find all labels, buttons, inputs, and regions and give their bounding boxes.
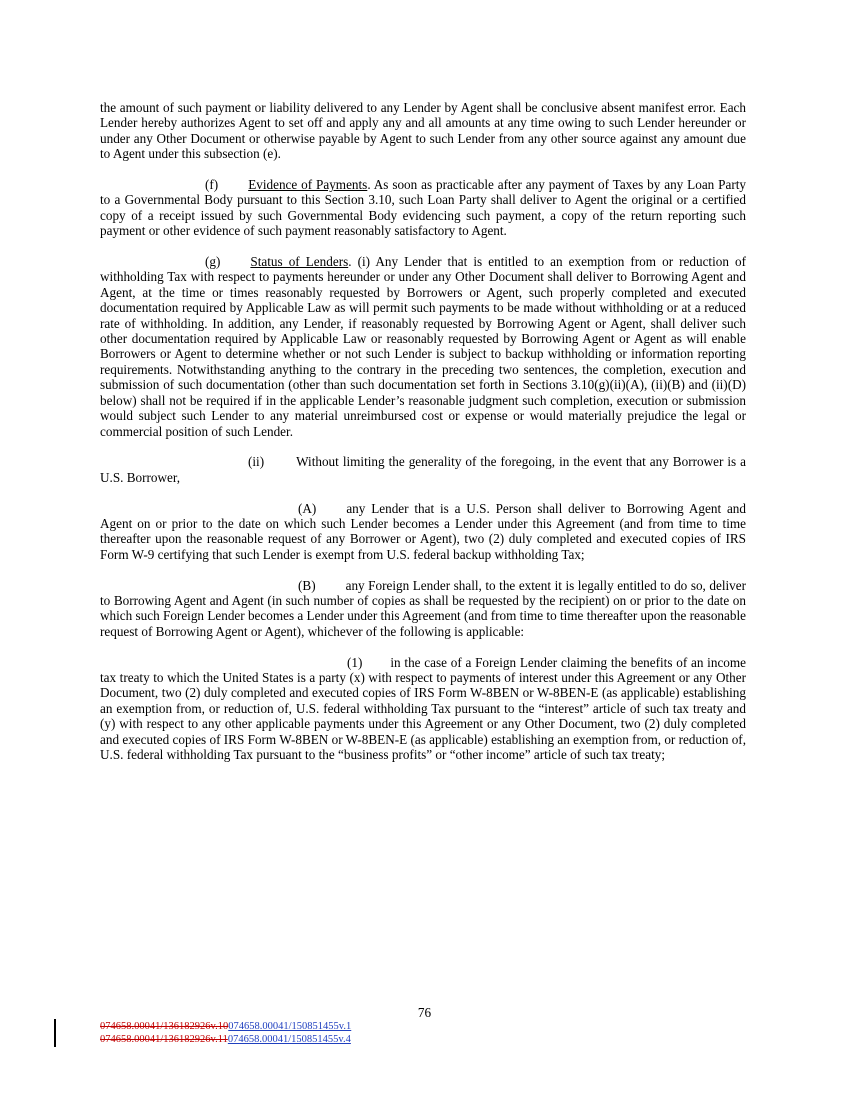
document-footer — [100, 1020, 351, 1046]
section-label: (ii) — [248, 454, 265, 470]
paragraph-g-ii-b-1 — [100, 655, 746, 763]
paragraph-text: any Foreign Lender shall, to the extent it is legally entitled to do so, deliver to Borrowing Agent and Agent (in such number of copies as shall be requested by the recipient) on or prior to the date on which such Foreign Lender becomes a Lender under this Agreement (and from time to time thereafter upon the reasonable request of Borrowing Agent or Agent), whichever of the following is applicable: — [100, 577, 746, 639]
footer-doc-id-old: 074658.00041/136182926v.10 — [100, 1021, 229, 1032]
page-number: 76 — [417, 1005, 432, 1020]
paragraph-f — [100, 177, 746, 239]
paragraph-text: any Lender that is a U.S. Person shall deliver to Borrowing Agent and Agent on or prior to the date on which such Lender becomes a Lender under this Agreement (and from time to time thereafter upon the reasonable request of any Borrower or Agent), two (2) duly completed and executed copies of IRS Form W-9 certifying that such Lender is exempt from U.S. federal backup withholding Tax; — [100, 500, 746, 562]
section-label: (B) — [298, 577, 316, 593]
change-bar — [54, 1019, 56, 1047]
paragraph-g-ii-b — [100, 578, 746, 640]
paragraph-text: Without limiting the generality of the foregoing, in the event that any Borrower is a U.S. Borrower, — [100, 454, 746, 485]
footer-doc-id-new: 074658.00041/150851455v.4 — [227, 1034, 351, 1045]
footer-doc-id-new: 074658.00041/150851455v.1 — [228, 1021, 352, 1032]
section-label: (A) — [298, 500, 317, 516]
paragraph-g-ii — [100, 454, 746, 485]
paragraph-e-continuation — [100, 100, 746, 162]
footer-doc-id-old: 074658.00041/136182926v.11 — [100, 1034, 228, 1045]
paragraph-text: . As soon as practicable after any payment of Taxes by any Loan Party to a Governmental Body pursuant to this Section 3.10, such Loan Party shall deliver to Agent the original or a certified copy of a receipt issued by such Governmental Body evidencing such payment, a copy of the return reporting such payment or other evidence of such payment reasonably satisfactory to Agent. — [100, 177, 746, 239]
paragraph-g — [100, 254, 746, 439]
paragraph-text: . (i) Any Lender that is entitled to an exemption from or reduction of withholding Tax with respect to payments hereunder or under any Other Document shall deliver to Borrowing Agent and Agent, at the time or times reasonably requested by Borrowers or Agent, such properly completed and executed documentation required by Applicable Law as will permit such payments to be made without withholding or at a reduced rate of withholding. In addition, any Lender, if reasonably requested by Borrowing Agent or Agent, shall deliver such other documentation required by Applicable Law or reasonably requested by Borrowing Agent or Agent as will enable Borrowers or Agent to determine whether or not such Lender is subject to backup withholding or information reporting requirements. Notwithstanding anything to the contrary in the preceding two sentences, the completion, execution and submission of such documentation (other than such documentation set forth in Sections 3.10(g)(ii)(A), (ii)(B) and (ii)(D) below) shall not be required if in the applicable Lender’s reasonable judgment such completion, execution or submission would subject such Lender to any material unreimbursed cost or expense or would materially prejudice the legal or commercial position of such Lender. — [100, 254, 746, 439]
paragraph-text: in the case of a Foreign Lender claiming the benefits of an income tax treaty to which the United States is a party (x) with respect to payments of interest under this Agreement or any Other Document, two (2) duly completed and executed copies of IRS Form W-8BEN or W-8BEN-E (as applicable) establishing an exemption from, or reduction of, U.S. federal withholding Tax pursuant to the “interest” article of such tax treaty and (y) with respect to any other applicable payments under this Agreement or any Other Document, two (2) duly completed and executed copies of IRS Form W-8BEN or W-8BEN-E (as applicable) establishing an exemption from, or reduction of, U.S. federal withholding Tax pursuant to the “business profits” or “other income” article of such tax treaty; — [100, 654, 746, 762]
paragraph-text: the amount of such payment or liability delivered to any Lender by Agent shall be conclusive absent manifest error. Each Lender hereby authorizes Agent to set off and apply any and all amounts at any time owing to such Lender hereunder or under any Other Document or otherwise payable by Agent to such Lender from any other source against any amount due to Agent under this subsection (e). — [100, 100, 746, 162]
section-label: (1) — [347, 654, 363, 670]
footer-doc-id-line-2 — [100, 1033, 351, 1046]
section-heading: Status of Lenders — [250, 254, 349, 270]
section-label: (f) — [205, 177, 219, 193]
section-heading: Evidence of Payments — [248, 177, 368, 193]
footer-doc-id-line-1 — [100, 1020, 351, 1033]
section-label: (g) — [205, 254, 221, 270]
document-body — [100, 100, 746, 778]
paragraph-g-ii-a — [100, 501, 746, 563]
